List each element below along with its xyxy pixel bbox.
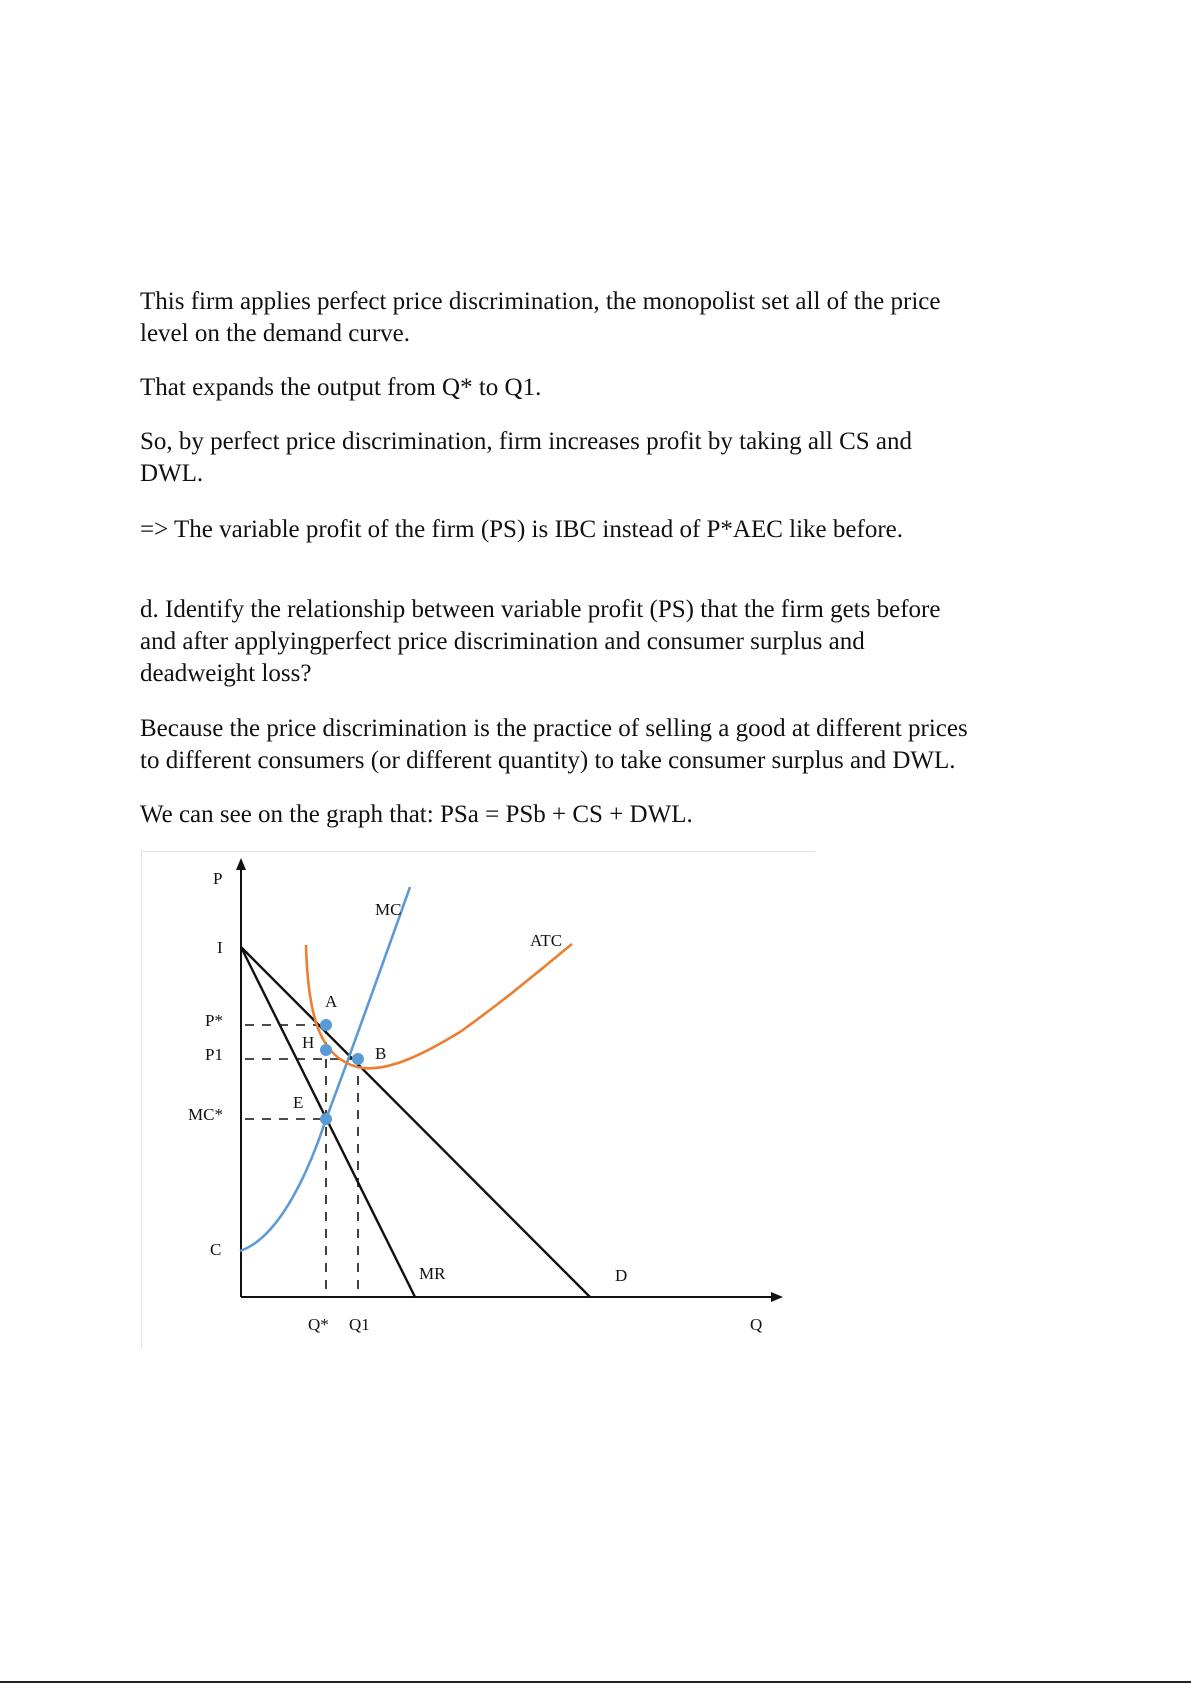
- y-tick-p-star: P*: [205, 1011, 223, 1030]
- text-line: DWL.: [140, 460, 204, 487]
- text-line: Because the price discrimination is the practice of selling a good at different prices: [140, 715, 968, 742]
- x-tick-q1: Q1: [349, 1315, 370, 1334]
- point-a: [320, 1019, 332, 1031]
- demand-curve: [241, 947, 590, 1297]
- text-line: So, by perfect price discrimination, firm increases profit by taking all CS and: [140, 428, 913, 455]
- answer-equation: [140, 799, 1060, 831]
- paragraph-output-expansion: [140, 372, 1060, 404]
- text-line: This firm applies perfect price discrimination, the monopolist set all of the price: [140, 288, 941, 315]
- y-axis-arrow: [236, 858, 246, 870]
- atc-curve: [306, 944, 572, 1068]
- graph-svg: [142, 852, 815, 1348]
- x-tick-q-star: Q*: [308, 1315, 329, 1334]
- point-h: [320, 1044, 332, 1056]
- page-bottom-rule: [0, 1681, 1191, 1683]
- x-axis-label: Q: [750, 1315, 763, 1334]
- text-line: and after applyingperfect price discrimination and consumer surplus and: [140, 628, 865, 655]
- point-e-label: E: [293, 1093, 304, 1112]
- point-b-label: B: [375, 1044, 387, 1063]
- text-line: level on the demand curve.: [140, 320, 411, 347]
- demand-label: D: [615, 1266, 628, 1285]
- mc-label: MC: [375, 900, 402, 919]
- text-line: We can see on the graph that: PSa = PSb + CS + DWL.: [140, 801, 693, 828]
- text-line: deadweight loss?: [140, 660, 312, 687]
- y-tick-i: I: [217, 938, 223, 957]
- y-axis-label: P: [213, 869, 223, 888]
- text-line: to different consumers (or different quantity) to take consumer surplus and DWL.: [140, 747, 956, 774]
- text-line: => The variable profit of the firm (PS) is IBC instead of P*AEC like before.: [140, 516, 904, 543]
- atc-label: ATC: [530, 931, 563, 950]
- y-tick-c: C: [210, 1240, 222, 1259]
- point-a-label: A: [325, 992, 338, 1011]
- price-discrimination-graph: [141, 851, 815, 1348]
- point-e: [320, 1113, 332, 1125]
- answer-explanation: [140, 713, 1060, 777]
- mc-curve: [240, 887, 410, 1251]
- y-tick-mc-star: MC*: [188, 1105, 223, 1124]
- text-line: d. Identify the relationship between variable profit (PS) that the firm gets before: [140, 596, 941, 623]
- mr-label: MR: [419, 1264, 446, 1283]
- paragraph-variable-profit: [140, 514, 1060, 546]
- point-b: [352, 1053, 364, 1065]
- point-h-label: H: [302, 1033, 315, 1052]
- y-tick-p1: P1: [205, 1045, 223, 1064]
- paragraph-profit-increase: [140, 426, 1060, 490]
- text-line: That expands the output from Q* to Q1.: [140, 374, 542, 401]
- paragraph-perfect-discrimination: [140, 286, 1060, 350]
- x-axis-arrow: [771, 1292, 783, 1302]
- question-d: [140, 594, 1060, 690]
